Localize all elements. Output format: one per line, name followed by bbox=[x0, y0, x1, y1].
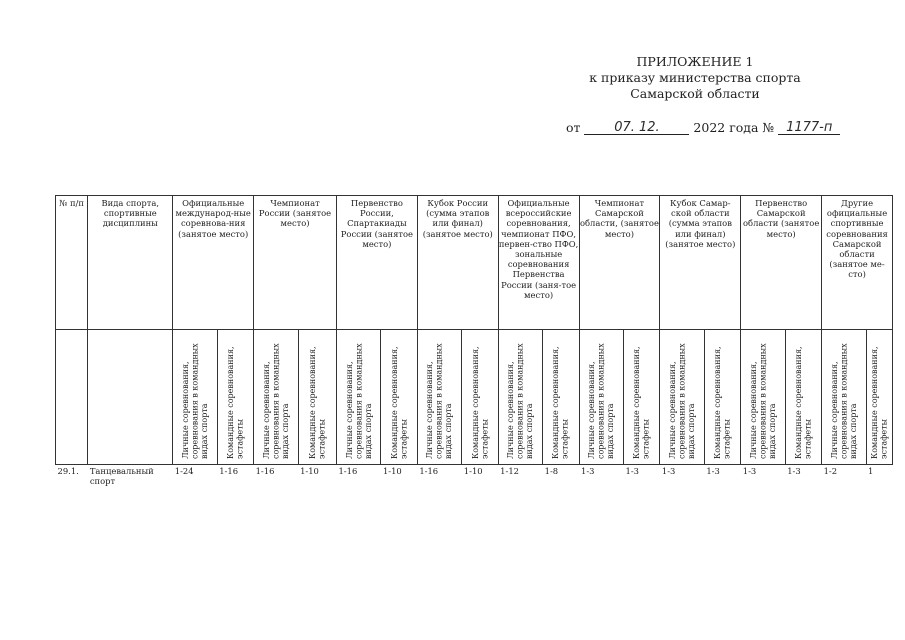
group-header-samara-first: Первенство Самарской области (занятое место) bbox=[741, 196, 822, 330]
table-row bbox=[56, 465, 893, 489]
ranking-table bbox=[55, 195, 893, 488]
group-header-all-russia-official: Официальные всероссийские соревнования, чемпионат ПФО, первен-ство ПФО, зональные соревнования Первенства России (заня-тое место) bbox=[498, 196, 579, 330]
subheader-team-label: Командные соревнования, эстафеты bbox=[869, 346, 889, 459]
group-header-samara-cup: Кубок Самар-ской области (сумма этапов или финал) (занятое место) bbox=[660, 196, 741, 330]
col-header-sport: Вида спорта, спортивные дисциплины bbox=[88, 196, 173, 330]
group-header-russia-cup: Кубок России (сумма этапов или финал) (занятое место) bbox=[417, 196, 498, 330]
subheader-team bbox=[866, 330, 892, 465]
row-value: 1-16 bbox=[255, 466, 275, 476]
appendix-title: ПРИЛОЖЕНИЕ 1 bbox=[636, 54, 754, 69]
subheader-team bbox=[298, 330, 336, 465]
subheader-personal bbox=[336, 330, 380, 465]
subheader-personal bbox=[498, 330, 542, 465]
row-value: 1-12 bbox=[500, 466, 519, 476]
subheader-personal-label: Личные соревнования, соревнования в командных видах спорта bbox=[748, 343, 777, 459]
subheader-personal bbox=[173, 330, 217, 465]
header-row-groups bbox=[56, 196, 893, 330]
row-value: 1-3 bbox=[706, 466, 720, 476]
row-number: 29.1. bbox=[57, 466, 79, 476]
appendix-header bbox=[560, 54, 830, 102]
row-value: 1 bbox=[868, 466, 874, 476]
col-header-number: № п/п bbox=[56, 196, 88, 330]
row-value: 1-3 bbox=[625, 466, 639, 476]
row-sport-name: Танцевальный спорт bbox=[89, 466, 154, 486]
group-header-international: Официальные международ-ные соревнова-ния (занятое место) bbox=[173, 196, 254, 330]
subheader-personal-label: Личные соревнования, соревнования в командных видах спорта bbox=[425, 343, 454, 459]
order-date-handwritten: 07. 12. bbox=[614, 120, 660, 135]
subheader-personal-label: Личные соревнования, соревнования в командных видах спорта bbox=[261, 343, 290, 459]
subheader-personal-label: Личные соревнования, соревнования в командных видах спорта bbox=[829, 343, 858, 459]
group-header-other-samara: Другие официальные спортивные соревнования Самарской области (занятое ме-сто) bbox=[822, 196, 893, 330]
subheader-personal bbox=[417, 330, 461, 465]
subheader-personal-label: Личные соревнования, соревнования в командных видах спорта bbox=[668, 343, 696, 459]
subheader-team-label: Командные соревнования, эстафеты bbox=[307, 346, 327, 459]
subheader-personal-label: Личные соревнования, соревнования в командных видах спорта bbox=[506, 343, 535, 459]
subheader-team bbox=[381, 330, 417, 465]
subheader-personal-label: Личные соревнования, соревнования в командных видах спорта bbox=[344, 343, 373, 459]
appendix-order-ref: к приказу министерства спорта bbox=[589, 70, 801, 85]
row-value: 1-8 bbox=[544, 466, 559, 476]
row-value: 1-10 bbox=[300, 466, 319, 476]
row-value: 1-2 bbox=[823, 466, 838, 476]
subheader-team-label: Командные соревнования, эстафеты bbox=[632, 346, 651, 459]
subheader-team-label: Командные соревнования, эстафеты bbox=[389, 346, 409, 459]
row-value: 1-10 bbox=[463, 466, 483, 476]
row-value: 1-3 bbox=[581, 466, 595, 476]
header-row-subtypes bbox=[56, 330, 893, 465]
subheader-team bbox=[704, 330, 740, 465]
row-value: 1-3 bbox=[787, 466, 801, 476]
row-value: 1-3 bbox=[661, 466, 676, 476]
group-header-russia-first: Первенство России, Спартакиады России (занятое место) bbox=[336, 196, 417, 330]
appendix-ministry-region: Самарской области bbox=[630, 86, 760, 101]
order-prefix: от bbox=[566, 120, 581, 135]
subheader-personal bbox=[822, 330, 866, 465]
order-number-handwritten: 1177-п bbox=[786, 120, 833, 135]
subheader-personal bbox=[660, 330, 704, 465]
subheader-personal bbox=[579, 330, 623, 465]
order-date-line bbox=[566, 119, 840, 135]
row-value: 1-24 bbox=[174, 466, 194, 476]
subheader-empty bbox=[56, 330, 88, 465]
subheader-empty bbox=[88, 330, 173, 465]
order-number-field bbox=[778, 119, 840, 135]
subheader-personal bbox=[254, 330, 298, 465]
row-value: 1-16 bbox=[219, 466, 239, 476]
row-value: 1-16 bbox=[338, 466, 358, 476]
subheader-team bbox=[623, 330, 659, 465]
row-value: 1-16 bbox=[419, 466, 439, 476]
row-value: 1-3 bbox=[742, 466, 757, 476]
group-header-samara-championship: Чемпионат Самарской области, (занятое место) bbox=[579, 196, 660, 330]
subheader-team bbox=[217, 330, 253, 465]
group-header-russia-championship: Чемпионат России (занятое место) bbox=[254, 196, 337, 330]
subheader-team bbox=[785, 330, 821, 465]
row-value: 1-10 bbox=[382, 466, 402, 476]
subheader-team-label: Командные соревнования, эстафеты bbox=[551, 346, 570, 459]
subheader-team bbox=[543, 330, 579, 465]
subheader-team-label: Командные соревнования, эстафеты bbox=[713, 346, 732, 459]
subheader-team-label: Командные соревнования, эстафеты bbox=[226, 346, 245, 459]
subheader-personal bbox=[741, 330, 785, 465]
subheader-team-label: Командные соревнования, эстафеты bbox=[793, 346, 813, 459]
order-date-field bbox=[584, 119, 689, 135]
subheader-team-label: Командные соревнования, эстафеты bbox=[470, 346, 489, 459]
subheader-personal-label: Личные соревнования, соревнования в командных видах спорта bbox=[587, 343, 615, 459]
order-year: 2022 года № bbox=[693, 120, 775, 135]
subheader-team bbox=[462, 330, 498, 465]
subheader-personal-label: Личные соревнования, соревнования в командных видах спорта bbox=[180, 343, 209, 459]
